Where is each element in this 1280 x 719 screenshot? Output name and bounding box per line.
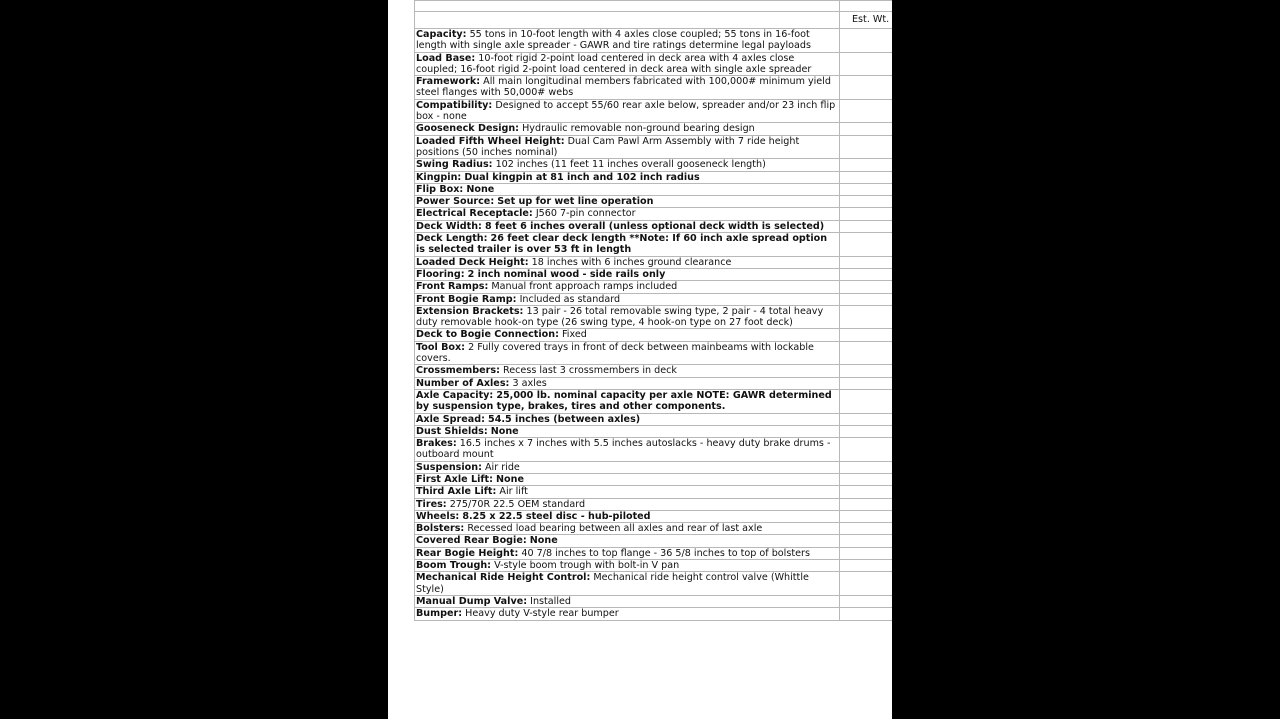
- spec-label: Flip Box:: [416, 183, 464, 195]
- spec-row: [415, 547, 893, 559]
- spec-description-cell: [415, 438, 840, 462]
- spec-weight-cell: [840, 535, 893, 547]
- spec-description-cell: [415, 341, 840, 365]
- spec-row: [415, 413, 893, 425]
- spec-description-cell: [415, 473, 840, 485]
- spec-value: 16.5 inches x 7 inches with 5.5 inches autoslacks - heavy duty brake drums - outboard mount: [416, 438, 831, 461]
- spec-label: Front Bogie Ramp:: [416, 293, 517, 305]
- spec-value: V-style boom trough with bolt-in V pan: [494, 560, 680, 572]
- spec-label: Suspension:: [416, 461, 482, 473]
- spec-label: Axle Spread:: [416, 413, 485, 425]
- spec-value: 54.5 inches (between axles): [488, 413, 641, 425]
- spec-description-cell: [415, 76, 840, 100]
- spec-description-cell: [415, 486, 840, 498]
- spec-value: 26 feet clear deck length **Note: If 60 inch axle spread option is selected trailer is over 53 ft in length: [416, 233, 828, 256]
- spec-value: Installed: [530, 595, 571, 607]
- spec-row: [415, 208, 893, 220]
- spec-row: [415, 183, 893, 195]
- spec-weight-cell: [840, 99, 893, 123]
- spec-label: Bolsters:: [416, 523, 465, 535]
- spec-label: Number of Axles:: [416, 377, 510, 389]
- spec-weight-cell: [840, 29, 893, 53]
- spec-weight-cell: [840, 595, 893, 607]
- spec-value: 3 axles: [512, 377, 547, 389]
- spec-label: Wheels:: [416, 510, 460, 522]
- spec-row: [415, 510, 893, 522]
- spec-label: Brakes:: [416, 438, 457, 450]
- spec-description-cell: [415, 305, 840, 329]
- spec-label: Kingpin:: [416, 171, 462, 183]
- spec-label: Third Axle Lift:: [416, 486, 497, 498]
- spec-label: Axle Capacity:: [416, 389, 494, 401]
- spec-weight-cell: [840, 498, 893, 510]
- spec-table-body: [415, 1, 893, 621]
- spec-row: [415, 438, 893, 462]
- spec-value: 8.25 x 22.5 steel disc - hub-piloted: [462, 510, 651, 522]
- spec-label: Deck to Bogie Connection:: [416, 329, 559, 341]
- spec-description-cell: [415, 123, 840, 135]
- spec-weight-cell: [840, 171, 893, 183]
- spec-weight-cell: [840, 572, 893, 596]
- spec-row: [415, 123, 893, 135]
- spec-label: Swing Radius:: [416, 159, 493, 171]
- spec-weight-cell: [840, 486, 893, 498]
- spec-label: Framework:: [416, 76, 481, 88]
- spec-row: [415, 281, 893, 293]
- spec-label: Boom Trough:: [416, 560, 492, 572]
- spec-description-cell: [415, 461, 840, 473]
- spec-description-cell: [415, 183, 840, 195]
- spec-row: [415, 498, 893, 510]
- spec-description-cell: [415, 535, 840, 547]
- spec-label: Tool Box:: [416, 341, 466, 353]
- spec-weight-cell: [840, 305, 893, 329]
- spec-weight-cell: [840, 438, 893, 462]
- spec-weight-cell: [840, 123, 893, 135]
- spec-weight-cell: [840, 461, 893, 473]
- spec-weight-cell: [840, 377, 893, 389]
- spec-row: [415, 461, 893, 473]
- spec-row: [415, 256, 893, 268]
- spec-description-cell: [415, 196, 840, 208]
- spec-row: [415, 572, 893, 596]
- spec-label: Crossmembers:: [416, 365, 500, 377]
- spec-weight-cell: [840, 208, 893, 220]
- spec-description-cell: [415, 281, 840, 293]
- spec-row: [415, 268, 893, 280]
- table-top-row: [415, 1, 893, 12]
- spec-value: Heavy duty V-style rear bumper: [465, 608, 619, 620]
- spec-description-cell: [415, 52, 840, 76]
- spec-weight-cell: [840, 341, 893, 365]
- spec-weight-cell: [840, 547, 893, 559]
- spec-row: [415, 99, 893, 123]
- spec-value: Set up for wet line operation: [497, 196, 654, 208]
- spec-value: 25,000 lb. nominal capacity per axle NOTE: GAWR determined by suspension type, brakes, tires and other components.: [416, 389, 832, 413]
- document-page: [388, 0, 892, 719]
- spec-value: 10-foot rigid 2-point load centered in deck area with 4 axles close coupled; 16-foot rigid 2-point load centered in deck area with single axle spreader: [416, 52, 812, 75]
- spec-value: Recess last 3 crossmembers in deck: [503, 365, 677, 377]
- spec-description-cell: [415, 256, 840, 268]
- spec-value: Recessed load bearing between all axles and rear of last axle: [467, 523, 763, 535]
- spec-value: 2 inch nominal wood - side rails only: [467, 268, 666, 280]
- spec-value: 275/70R 22.5 OEM standard: [449, 498, 586, 510]
- spec-value: 102 inches (11 feet 11 inches overall gooseneck length): [495, 159, 766, 171]
- spec-description-cell: [415, 572, 840, 596]
- spec-label: Manual Dump Valve:: [416, 595, 528, 607]
- spec-label: Tires:: [416, 498, 447, 510]
- spec-label: Dust Shields:: [416, 425, 488, 437]
- spec-row: [415, 159, 893, 171]
- spec-row: [415, 52, 893, 76]
- spec-row: [415, 135, 893, 159]
- spec-description-cell: [415, 208, 840, 220]
- spec-weight-cell: [840, 560, 893, 572]
- spec-label: Extension Brackets:: [416, 305, 524, 317]
- spec-row: [415, 389, 893, 413]
- spec-weight-cell: [840, 256, 893, 268]
- spec-label: Bumper:: [416, 608, 463, 620]
- spec-value: 55 tons in 10-foot length with 4 axles close coupled; 55 tons in 16-foot length with single axle spreader - GAWR and tire ratings determine legal payloads: [416, 29, 811, 52]
- spec-weight-cell: [840, 76, 893, 100]
- spec-label: Loaded Fifth Wheel Height:: [416, 135, 565, 147]
- spec-weight-cell: [840, 183, 893, 195]
- spec-row: [415, 196, 893, 208]
- spec-value: Manual front approach ramps included: [491, 281, 678, 293]
- spec-value: 2 Fully covered trays in front of deck between mainbeams with lockable covers.: [416, 341, 814, 365]
- spec-value: Included as standard: [519, 293, 621, 305]
- spec-description-cell: [415, 377, 840, 389]
- spec-row: [415, 608, 893, 620]
- spec-description-cell: [415, 29, 840, 53]
- spec-description-cell: [415, 608, 840, 620]
- spec-value: 18 inches with 6 inches ground clearance: [531, 256, 732, 268]
- spec-label: Mechanical Ride Height Control:: [416, 572, 591, 584]
- spec-weight-cell: [840, 196, 893, 208]
- spec-value: None: [490, 425, 519, 437]
- spec-row: [415, 486, 893, 498]
- header-desc-cell: [415, 12, 840, 29]
- spec-value: None: [466, 183, 495, 195]
- spec-value: Mechanical ride height control valve (Whittle Style): [416, 572, 809, 595]
- spec-weight-cell: [840, 52, 893, 76]
- spec-weight-cell: [840, 268, 893, 280]
- spec-row: [415, 220, 893, 232]
- spec-description-cell: [415, 547, 840, 559]
- spec-label: Capacity:: [416, 29, 467, 40]
- spec-weight-cell: [840, 365, 893, 377]
- spec-weight-cell: [840, 425, 893, 437]
- spec-table: [414, 0, 892, 621]
- weight-column-header: Est. Wt.: [840, 12, 893, 29]
- spec-label: Gooseneck Design:: [416, 123, 520, 135]
- spec-description-cell: [415, 365, 840, 377]
- spec-label: Flooring:: [416, 268, 465, 280]
- spec-row: [415, 560, 893, 572]
- spec-value: J560 7-pin connector: [535, 208, 636, 220]
- spec-value: None: [496, 473, 524, 485]
- spec-row: [415, 535, 893, 547]
- spec-description-cell: [415, 99, 840, 123]
- spec-weight-cell: [840, 233, 893, 257]
- spec-row: [415, 425, 893, 437]
- spec-weight-cell: [840, 135, 893, 159]
- spec-row: [415, 29, 893, 53]
- spec-row: [415, 233, 893, 257]
- spec-row: [415, 76, 893, 100]
- spec-weight-cell: [840, 413, 893, 425]
- spec-description-cell: [415, 135, 840, 159]
- spec-weight-cell: [840, 510, 893, 522]
- spec-label: Loaded Deck Height:: [416, 256, 529, 268]
- spec-value: Designed to accept 55/60 rear axle below, spreader and/or 23 inch flip box - none: [416, 99, 836, 123]
- spec-description-cell: [415, 523, 840, 535]
- spec-label: Rear Bogie Height:: [416, 547, 519, 559]
- spec-weight-cell: [840, 159, 893, 171]
- spec-value: Hydraulic removable non-ground bearing design: [522, 123, 755, 135]
- spec-row: [415, 329, 893, 341]
- spec-label: Power Source:: [416, 196, 495, 208]
- spec-description-cell: [415, 233, 840, 257]
- spec-label: Electrical Receptacle:: [416, 208, 533, 220]
- spec-description-cell: [415, 413, 840, 425]
- spec-weight-cell: [840, 389, 893, 413]
- spec-row: [415, 523, 893, 535]
- spec-label: Deck Width:: [416, 220, 482, 232]
- spec-weight-cell: [840, 281, 893, 293]
- spec-value: Air ride: [484, 461, 520, 473]
- spec-description-cell: [415, 510, 840, 522]
- spec-weight-cell: [840, 608, 893, 620]
- spec-label: Front Ramps:: [416, 281, 489, 293]
- spec-label: First Axle Lift:: [416, 473, 493, 485]
- spec-value: Air lift: [499, 486, 528, 498]
- spec-description-cell: [415, 159, 840, 171]
- spec-row: [415, 305, 893, 329]
- spec-description-cell: [415, 498, 840, 510]
- spec-row: [415, 293, 893, 305]
- spec-description-cell: [415, 389, 840, 413]
- top-weight-cell: [840, 1, 893, 12]
- spec-value: None: [529, 535, 558, 547]
- spec-row: [415, 595, 893, 607]
- spec-value: Dual Cam Pawl Arm Assembly with 7 ride height positions (50 inches nominal): [416, 135, 800, 158]
- spec-label: Load Base:: [416, 52, 476, 64]
- spec-label: Deck Length:: [416, 233, 488, 245]
- spec-value: Dual kingpin at 81 inch and 102 inch radius: [464, 171, 700, 183]
- spec-description-cell: [415, 293, 840, 305]
- spec-description-cell: [415, 329, 840, 341]
- spec-description-cell: [415, 220, 840, 232]
- spec-value: Fixed: [561, 329, 587, 341]
- spec-row: [415, 365, 893, 377]
- spec-value: 13 pair - 26 total removable swing type, 2 pair - 4 total heavy duty removable hook-on type (26 swing type, 4 hook-on type on 27 foot deck): [416, 305, 824, 329]
- spec-weight-cell: [840, 523, 893, 535]
- spec-description-cell: [415, 425, 840, 437]
- top-desc-cell: [415, 1, 840, 12]
- spec-description-cell: [415, 560, 840, 572]
- spec-weight-cell: [840, 473, 893, 485]
- spec-row: [415, 473, 893, 485]
- spec-value: 8 feet 6 inches overall (unless optional deck width is selected): [484, 220, 825, 232]
- spec-row: [415, 377, 893, 389]
- spec-value: 40 7/8 inches to top flange - 36 5/8 inches to top of bolsters: [521, 547, 810, 559]
- spec-weight-cell: [840, 293, 893, 305]
- spec-row: [415, 341, 893, 365]
- spec-label: Compatibility:: [416, 99, 493, 111]
- spec-description-cell: [415, 268, 840, 280]
- table-header-row: [415, 12, 893, 29]
- spec-weight-cell: [840, 220, 893, 232]
- spec-weight-cell: [840, 329, 893, 341]
- spec-label: Covered Rear Bogie:: [416, 535, 527, 547]
- spec-row: [415, 171, 893, 183]
- spec-value: All main longitudinal members fabricated with 100,000# minimum yield steel flanges with 50,000# webs: [416, 76, 831, 99]
- spec-description-cell: [415, 171, 840, 183]
- spec-description-cell: [415, 595, 840, 607]
